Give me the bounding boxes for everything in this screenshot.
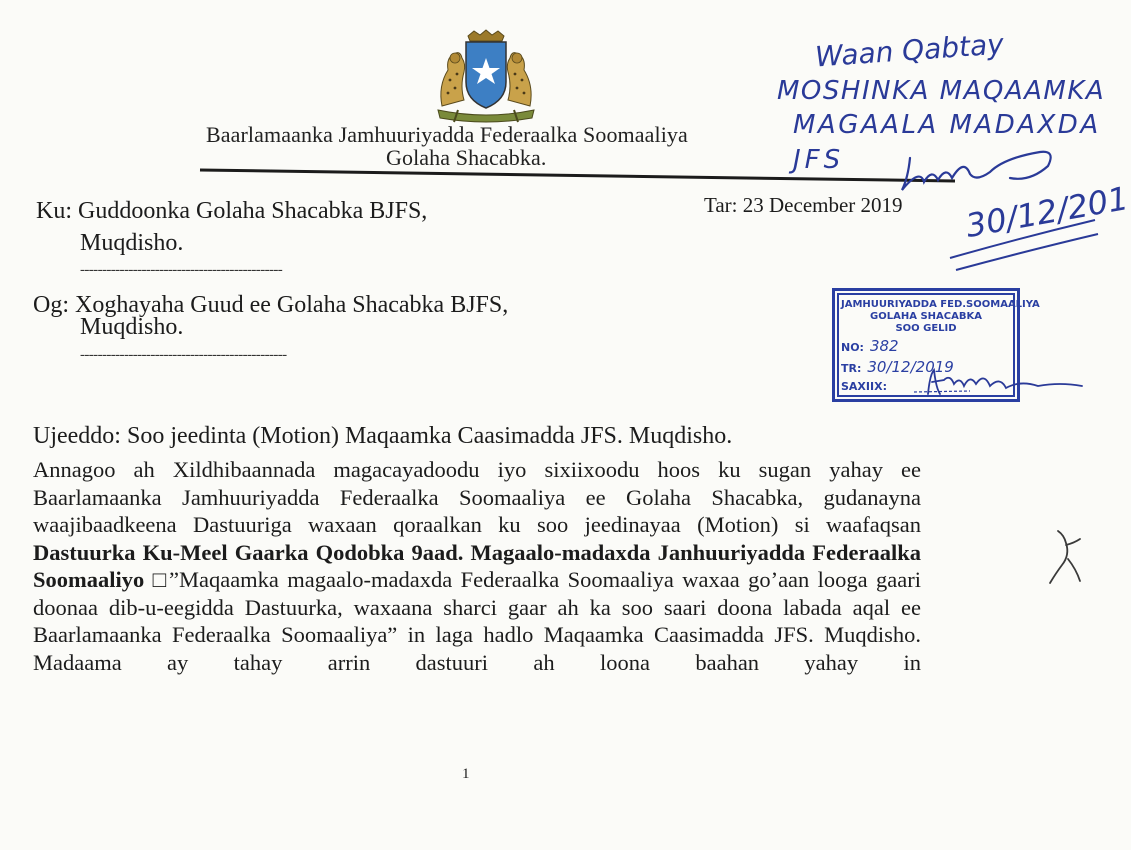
stamp-number-value: 382 — [869, 337, 899, 355]
handwritten-capital-line: MAGAALA MADAXDA — [793, 110, 1101, 140]
stamp-signature-strokes — [910, 364, 1085, 400]
cc-line: Og: Xoghayaha Guud ee Golaha Shacabka BJFS, — [33, 292, 509, 318]
organization-name: Baarlamaanka Jamhuuriyadda Federaalka Soomaaliya — [206, 122, 688, 147]
stamp-date-label: TR: — [841, 362, 862, 375]
recipient-underline: ---------------------------------------------- — [80, 262, 283, 278]
stamp-date-value: 30/12/2019 — [867, 358, 954, 376]
stamp-title-entry: SOO GELID — [895, 323, 957, 334]
stamp-number-row — [841, 335, 1011, 359]
letter-body — [33, 456, 921, 676]
body-bold-reference: Dastuurka Ku-Meel Gaarka Qodobka 9aad. Magaalo-madaxda Janhuuriyadda Federaalka Soomaaliyo — [33, 539, 921, 592]
body-intro: Annagoo ah Xildhibaannada magacayadoodu iyo sixiixoodu hoos ku sugan yahay ee Baarlamaanka Jamhuuriyadda Federaalka Soomaaliya ee Golaha Shacabka, gudanayna waajibaadkeena Dastuuriga waxaan qoraalkan ku soo jeedinayaa (Motion) si waafaqsan — [33, 457, 921, 537]
handwritten-jfs-line: JFS — [793, 145, 845, 175]
letter-date: Tar: 23 December 2019 — [704, 193, 903, 217]
stamp-title-house: GOLAHA SHACABKA — [870, 311, 982, 322]
stamp-title-country: JAMHUURIYADDA FED.SOOMAALIYA — [841, 299, 1040, 310]
coat-of-arms-emblem — [428, 30, 544, 128]
handwritten-motion-line: MOSHINKA MAQAAMKA — [777, 76, 1106, 106]
cc-underline: ----------------------------------------------- — [80, 347, 287, 363]
letter-subject: Ujeeddo: Soo jeedinta (Motion) Maqaamka Caasimadda JFS. Muqdisho. — [33, 423, 733, 449]
body-continuation: □”Maqaamka magaalo-madaxda Federaalka Soomaaliya waxaa go’aan looga gaari doonaa dib-u-eegidda Dastuurka, waxaana sharci gaar ah ka soo saari doona labada aqal ee Baarlamaanka Federaalka Soomaaliya” in laga hadlo Maqaamka Caasimadda JFS. Muqdisho. Madaama ay tahay arrin dastuuri ah loona baahan yahay in — [33, 567, 921, 675]
page-number: 1 — [462, 766, 470, 782]
handwritten-date: 30/12/201 — [962, 179, 1131, 245]
margin-check-mark — [1040, 525, 1090, 590]
recipient-city: Muqdisho. — [80, 230, 184, 256]
house-name: Golaha Shacabka. — [386, 145, 547, 170]
handwritten-received-note: Waan Qabtay — [814, 27, 1005, 74]
stamp-signature-label: SAXIIX: — [841, 380, 887, 393]
recipient-line: Ku: Guddoonka Golaha Shacabka BJFS, — [36, 198, 428, 224]
cc-city: Muqdisho. — [80, 314, 184, 340]
stamp-number-label: NO: — [841, 341, 864, 354]
